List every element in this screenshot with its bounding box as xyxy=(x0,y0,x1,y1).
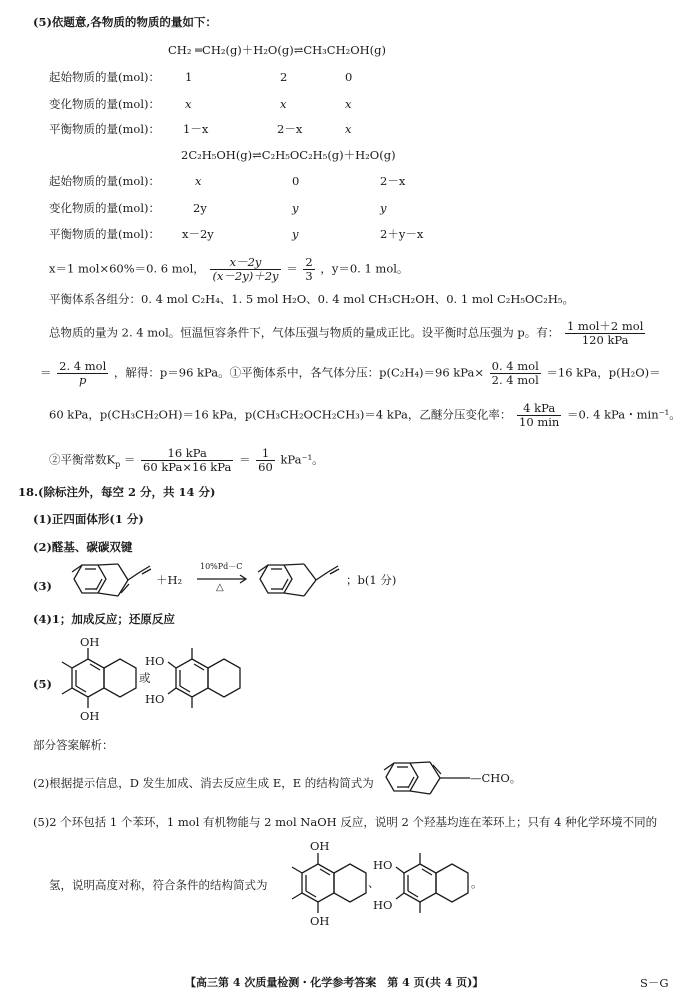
equation-1: CH₂ ═CH₂(g)＋H₂O(g)⇌CH₃CH₂OH(g) xyxy=(168,43,386,57)
analysis-5-line-1: (5)2 个环包括 1 个苯环，1 mol 有机物能与 2 mol NaOH 反应，说明 2 个羟基均连在苯环上；只有 4 种化学环境不同的 xyxy=(33,815,658,829)
ho-label-bottom: HO xyxy=(145,692,165,706)
cell: y xyxy=(292,201,299,215)
ho-label-top: HO xyxy=(145,654,165,668)
cho-label: —CHO。 xyxy=(470,771,522,785)
denominator: (x－2y)＋2y xyxy=(212,269,279,283)
numerator: 2. 4 mol xyxy=(59,359,107,373)
denominator: 60 xyxy=(258,460,273,474)
solve-y-text: ，y＝0. 1 mol。 xyxy=(320,261,409,276)
cell: x xyxy=(345,97,352,111)
numerator: 16 kPa xyxy=(141,447,233,461)
row-label: 变化物质的量(mol)： xyxy=(49,201,160,215)
answer-2: (2)醛基、碳碳双键 xyxy=(33,540,133,554)
oh-label-bottom: OH xyxy=(80,709,100,723)
answer-3-tail: ；b(1 分) xyxy=(346,573,397,587)
numerator: 1 xyxy=(256,447,275,461)
oh-label-bottom: OH xyxy=(310,914,330,928)
section-5-title: (5)依题意,各物质的物质的量如下： xyxy=(33,15,217,29)
cell: 0 xyxy=(292,174,300,188)
equals: ＝ xyxy=(40,365,52,380)
solve-x-text: x＝1 mol×60%＝0. 6 mol， xyxy=(49,261,205,276)
composition-line: 平衡体系各组分：0. 4 mol C₂H₄、1. 5 mol H₂O、0. 4 mol CH₃CH₂OH、0. 1 mol C₂H₅OC₂H₅。 xyxy=(49,292,575,306)
cell: 2y xyxy=(193,201,207,215)
kp-unit: kPa⁻¹。 xyxy=(280,452,324,467)
analysis-heading: 部分答案解析： xyxy=(33,738,114,752)
analysis-2: (2)根据提示信息，D 发生加成、消去反应生成 E，E 的结构简式为 xyxy=(33,776,374,790)
answer-3-number: (3) xyxy=(33,579,52,593)
symmetric-structure-b xyxy=(396,853,468,913)
numerator: 2 xyxy=(305,255,313,269)
row-label: 起始物质的量(mol)： xyxy=(49,70,160,84)
cell: x xyxy=(185,97,192,111)
cell: x－2y xyxy=(182,227,214,241)
separator: 、 xyxy=(368,876,380,890)
denominator: 10 min xyxy=(519,415,560,429)
denominator: 3 xyxy=(305,269,313,283)
cell: 2 xyxy=(280,70,288,84)
cell: 2＋y－x xyxy=(380,227,424,241)
or-word: 或 xyxy=(139,671,151,685)
row-label: 变化物质的量(mol)： xyxy=(49,97,160,111)
catalyst-label: 10%Pd－C xyxy=(200,562,243,571)
oh-label-top: OH xyxy=(80,635,100,649)
cell: 2－x xyxy=(380,174,406,188)
row-label: 起始物质的量(mol)： xyxy=(49,174,160,188)
ho-label-bottom: HO xyxy=(373,898,393,912)
cell: x xyxy=(345,122,352,136)
rate-result: ＝0. 4 kPa・min⁻¹。 xyxy=(566,407,681,422)
cell: y xyxy=(292,227,299,241)
page-footer: 【高三第 4 次质量检测・化学参考答案 第 4 页(共 4 页)】 xyxy=(185,976,484,989)
equals: ＝ xyxy=(123,452,136,467)
numerator: 1 mol＋2 mol xyxy=(566,319,644,333)
denominator: 2. 4 mol xyxy=(491,373,539,387)
denominator: p xyxy=(79,373,87,387)
row-label: 平衡物质的量(mol)： xyxy=(49,227,160,241)
cell: x xyxy=(195,174,202,188)
denominator: 60 kPa×16 kPa xyxy=(143,460,232,474)
heat-symbol: △ xyxy=(216,582,224,593)
analysis-5-line-2: 氢，说明高度对称，符合条件的结构简式为 xyxy=(49,878,268,892)
cell: 1 xyxy=(185,70,193,84)
cell: 1－x xyxy=(183,122,209,136)
partial-pressure-text: ，解得：p＝96 kPa。①平衡体系中，各气体分压：p(C₂H₄)＝96 kPa× xyxy=(113,365,484,380)
numerator: 4 kPa xyxy=(517,402,561,416)
period: 。 xyxy=(471,876,483,890)
partial-pressure-result: ＝16 kPa，p(H₂O)＝ xyxy=(546,365,661,380)
cell: x xyxy=(280,97,287,111)
total-text: 总物质的量为 2. 4 mol。恒温恒容条件下，气体压强与物质的量成正比。设平衡时总压强为 p。有： xyxy=(49,325,560,340)
equals: ＝ xyxy=(239,452,251,467)
equals: ＝ xyxy=(286,261,298,276)
equation-2: 2C₂H₅OH(g)⇌C₂H₅OC₂H₅(g)＋H₂O(g) xyxy=(181,148,396,162)
ho-label-top: HO xyxy=(373,858,393,872)
oh-label-top: OH xyxy=(310,839,330,853)
page-code: S－G xyxy=(640,976,669,990)
row-label: 平衡物质的量(mol)： xyxy=(49,122,160,136)
numerator: x－2y xyxy=(210,256,280,270)
hydrogen-reactant: ＋H₂ xyxy=(156,573,183,587)
question-18-title: 18.(除标注外，每空 2 分，共 14 分) xyxy=(18,485,216,499)
kp-subscript: p xyxy=(115,459,121,469)
kp-text: ②平衡常数K xyxy=(49,452,116,467)
cell: 0 xyxy=(345,70,353,84)
denominator: 120 kPa xyxy=(581,333,629,347)
cell: 2－x xyxy=(277,122,303,136)
numerator: 0. 4 mol xyxy=(491,359,539,373)
answer-4: (4)1；加成反应；还原反应 xyxy=(33,612,175,626)
answer-5-number: (5) xyxy=(33,677,52,691)
rate-text: 60 kPa，p(CH₃CH₂OH)＝16 kPa，p(CH₃CH₂OCH₂CH₃)＝4 kPa，乙醚分压变化率： xyxy=(49,407,512,422)
answer-1: (1)正四面体形(1 分) xyxy=(33,512,144,526)
symmetric-structure-a xyxy=(292,853,366,913)
cell: y xyxy=(380,201,387,215)
